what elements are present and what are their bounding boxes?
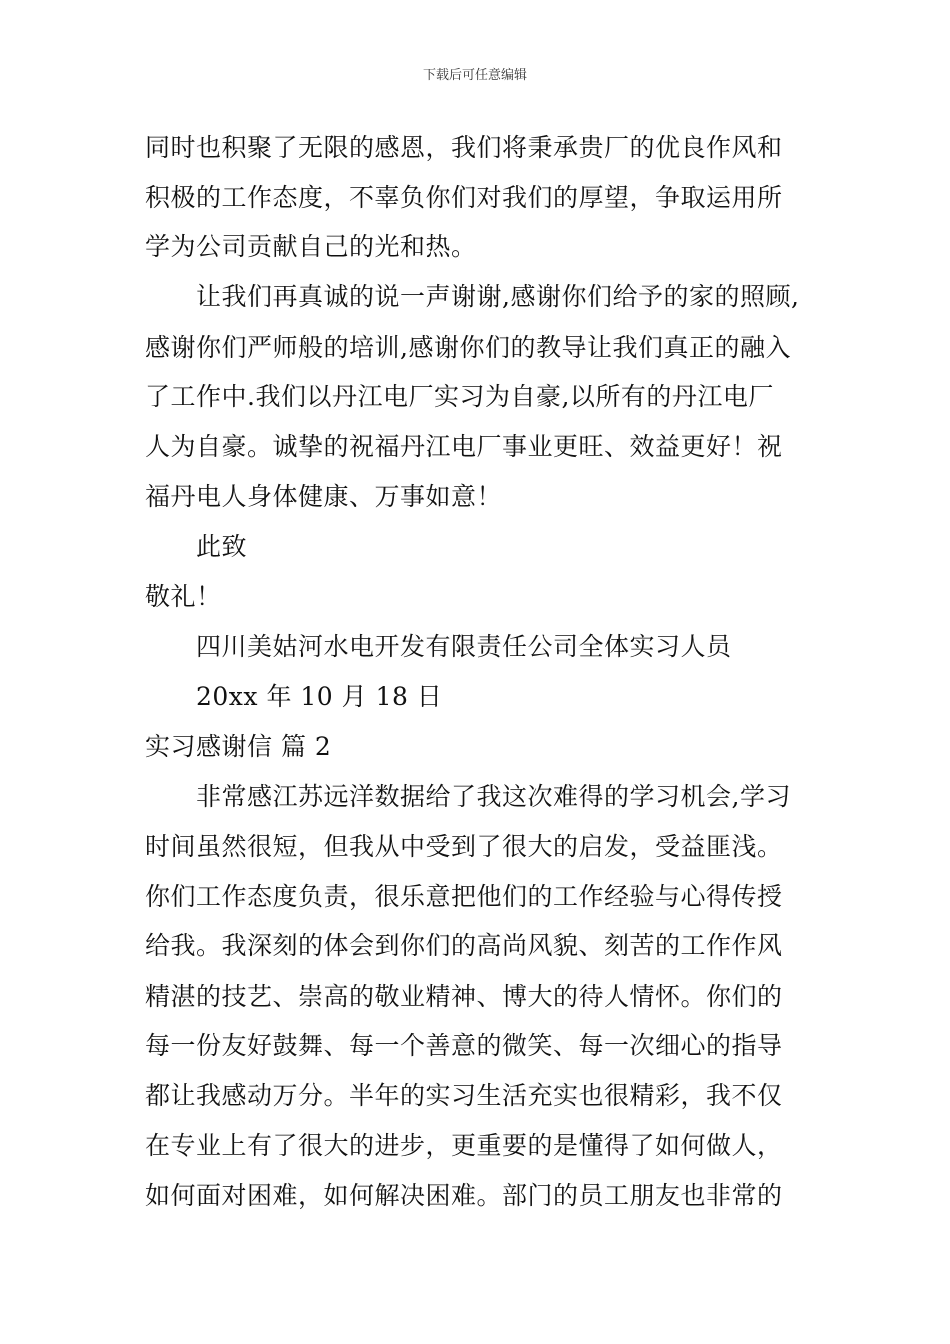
text-line: 都让我感动万分。半年的实习生活充实也很精彩，我不仅: [145, 1081, 783, 1110]
text-line: 每一份友好鼓舞、每一个善意的微笑、每一次细心的指导: [145, 1031, 783, 1060]
salutation-line: 敬礼！: [145, 582, 222, 611]
text-line: 给我。我深刻的体会到你们的高尚风貌、刻苦的工作作风: [145, 931, 783, 960]
page-header: 下载后可任意编辑: [422, 68, 527, 83]
text-line: 你们工作态度负责，很乐意把他们的工作经验与心得传授: [145, 882, 783, 911]
date-line: 20xx 年 10 月 18 日: [196, 682, 443, 711]
text-line: 如何面对困难，如何解决困难。部门的员工朋友也非常的: [145, 1181, 783, 1210]
text-line: 学为公司贡献自己的光和热。: [145, 232, 477, 261]
text-line: 精湛的技艺、崇高的敬业精神、博大的待人情怀。你们的: [145, 982, 783, 1011]
text-line: 让我们再真诚的说一声谢谢,感谢你们给予的家的照顾,: [196, 282, 800, 311]
signature-line: 四川美姑河水电开发有限责任公司全体实习人员: [196, 632, 732, 661]
closing-line: 此致: [196, 532, 248, 561]
text-line: 在专业上有了很大的进步，更重要的是懂得了如何做人，: [145, 1131, 783, 1160]
text-line: 时间虽然很短，但我从中受到了很大的启发，受益匪浅。: [145, 832, 783, 861]
text-line: 人为自豪。诚挚的祝福丹江电厂事业更旺、效益更好！祝: [145, 432, 783, 461]
text-line: 了工作中.我们以丹江电厂实习为自豪,以所有的丹江电厂: [145, 382, 774, 411]
text-line: 非常感江苏远洋数据给了我这次难得的学习机会,学习: [196, 782, 791, 811]
text-line: 感谢你们严师般的培训,感谢你们的教导让我们真正的融入: [145, 333, 791, 362]
text-line: 积极的工作态度，不辜负你们对我们的厚望，争取运用所: [145, 183, 783, 212]
text-line: 福丹电人身体健康、万事如意！: [145, 482, 503, 511]
text-line: 同时也积聚了无限的感恩，我们将秉承贵厂的优良作风和: [145, 133, 783, 162]
section-title: 实习感谢信 篇 2: [145, 732, 332, 761]
